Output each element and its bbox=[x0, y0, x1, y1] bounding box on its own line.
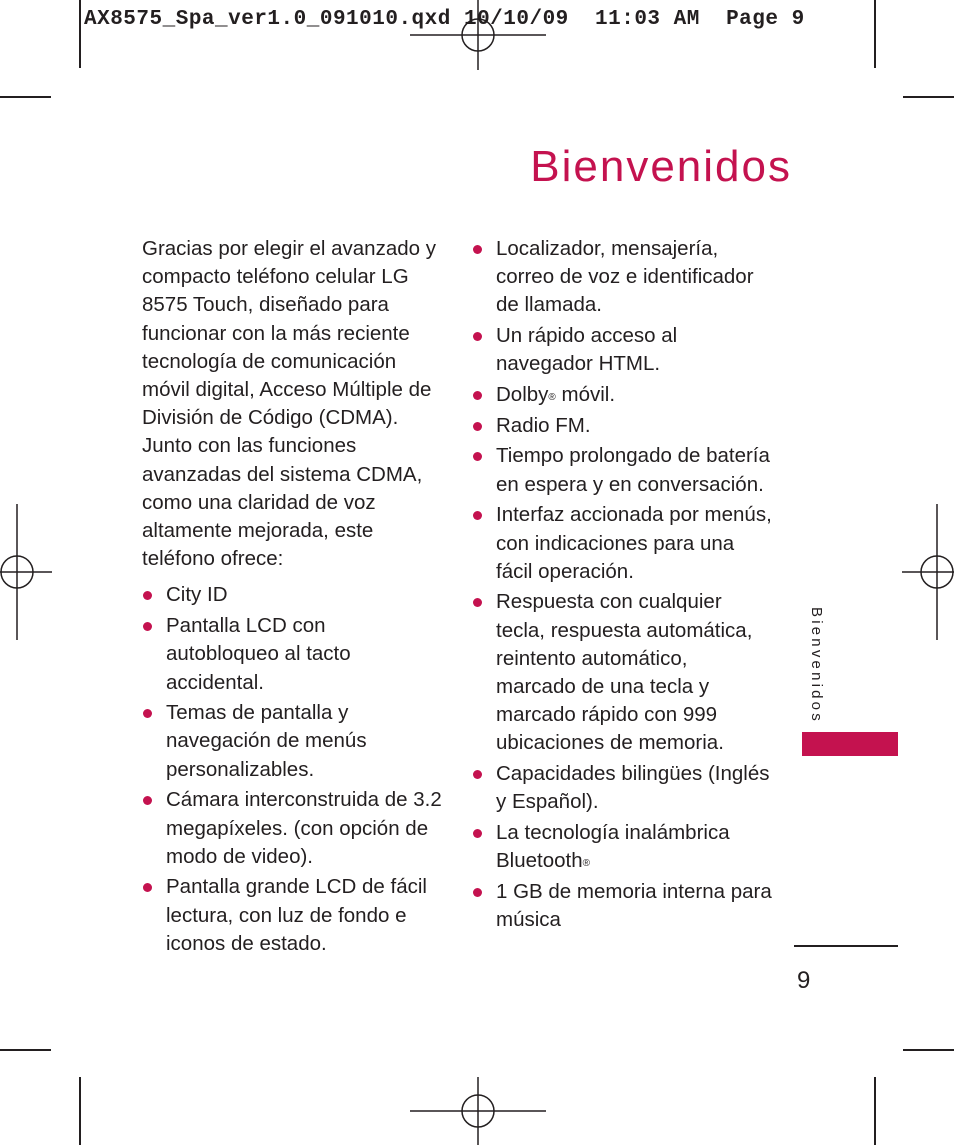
list-item-text: Radio FM. bbox=[496, 413, 591, 437]
list-item-text: Pantalla LCD con autobloqueo al tacto accidental. bbox=[166, 614, 351, 694]
crop-mark-top-right-v bbox=[874, 0, 876, 68]
list-item bbox=[472, 412, 772, 440]
bullet-icon bbox=[143, 709, 152, 718]
bullet-icon bbox=[143, 796, 152, 805]
list-item-text: Un rápido acceso al navegador HTML. bbox=[496, 324, 678, 376]
list-item bbox=[142, 786, 442, 871]
bullet-icon bbox=[473, 332, 482, 341]
bullet-icon bbox=[473, 452, 482, 461]
crop-mark-bottom-left-h bbox=[0, 1049, 51, 1051]
registered-mark: ® bbox=[548, 392, 556, 404]
list-item-text: City ID bbox=[166, 583, 228, 607]
dolby-name: Dolby bbox=[496, 383, 549, 407]
bullet-icon bbox=[473, 829, 482, 838]
list-item bbox=[472, 760, 772, 816]
list-item-text: Respuesta con cualquier tecla, respuesta automática, reintento automático, marcado de una tecla y marcado rápido con 999 ubicaciones de memoria. bbox=[496, 590, 753, 755]
registration-mark-top-icon bbox=[410, 0, 546, 70]
list-item bbox=[142, 612, 442, 697]
header-file-name: AX8575_Spa_ver1.0_091010.qxd bbox=[84, 8, 451, 31]
bullet-icon bbox=[473, 245, 482, 254]
right-column bbox=[472, 235, 772, 937]
registration-mark-right-icon bbox=[902, 504, 954, 640]
intro-paragraph: Gracias por elegir el avanzado y compacto teléfono celular LG 8575 Touch, diseñado para funcionar con la más reciente tecnología de comunicación móvil digital, Acceso Múltiple de División de Código (CDMA). Junto con las funciones avanzadas del sistema CDMA, como una claridad de voz altamente mejorada, este teléfono ofrece: bbox=[142, 237, 436, 571]
header-date: 10/10/09 bbox=[463, 8, 569, 31]
crop-mark-top-left-h bbox=[0, 96, 51, 98]
page-number: 9 bbox=[797, 967, 811, 994]
list-item-text: Capacidades bilingües (Inglés y Español). bbox=[496, 762, 770, 814]
side-tab-label: Bienvenidos bbox=[808, 607, 825, 724]
bullet-icon bbox=[473, 888, 482, 897]
bullet-icon bbox=[473, 511, 482, 520]
bullet-icon bbox=[143, 883, 152, 892]
list-item-text: Temas de pantalla y navegación de menús personalizables. bbox=[166, 701, 367, 781]
list-item-text: Localizador, mensajería, correo de voz e identificador de llamada. bbox=[496, 237, 754, 317]
registration-mark-left-icon bbox=[0, 504, 52, 640]
list-item-text: Pantalla grande LCD de fácil lectura, con luz de fondo e iconos de estado. bbox=[166, 875, 427, 955]
list-item bbox=[142, 873, 442, 958]
list-item bbox=[472, 381, 772, 409]
list-item bbox=[472, 878, 772, 934]
left-feature-list bbox=[142, 581, 442, 958]
bullet-icon bbox=[473, 770, 482, 779]
page-title: Bienvenidos bbox=[530, 142, 792, 191]
bullet-icon bbox=[143, 622, 152, 631]
header-time: 11:03 AM bbox=[595, 8, 700, 31]
registered-mark: ® bbox=[582, 858, 590, 870]
list-item bbox=[142, 581, 442, 609]
right-feature-list bbox=[472, 235, 772, 934]
list-item-text: Cámara interconstruida de 3.2 megapíxeles. (con opción de modo de video). bbox=[166, 788, 442, 868]
bullet-icon bbox=[473, 598, 482, 607]
bluetooth-text: La tecnología inalámbrica Bluetooth bbox=[496, 821, 730, 873]
bullet-icon bbox=[473, 422, 482, 431]
list-item-text: 1 GB de memoria interna para música bbox=[496, 879, 772, 932]
list-item-text: Interfaz accionada por menús, con indicaciones para una fácil operación. bbox=[496, 503, 772, 583]
bullet-icon bbox=[143, 591, 152, 600]
crop-mark-top-left-v bbox=[79, 0, 81, 68]
crop-mark-top-right-h bbox=[903, 96, 954, 98]
list-item bbox=[472, 501, 772, 586]
header-page-label: Page 9 bbox=[726, 8, 805, 31]
side-tab-bar bbox=[802, 732, 898, 756]
crop-mark-bottom-left-v bbox=[79, 1077, 81, 1145]
registration-mark-bottom-icon bbox=[410, 1077, 546, 1145]
list-item bbox=[472, 322, 772, 378]
left-column bbox=[142, 235, 442, 961]
list-item bbox=[142, 699, 442, 784]
bullet-icon bbox=[473, 391, 482, 400]
list-item bbox=[472, 235, 772, 320]
crop-mark-bottom-right-v bbox=[874, 1077, 876, 1145]
page-number-rule bbox=[794, 945, 898, 947]
list-item bbox=[472, 442, 772, 498]
list-item bbox=[472, 588, 772, 757]
crop-mark-bottom-right-h bbox=[903, 1049, 954, 1051]
dolby-rest: móvil. bbox=[555, 383, 616, 407]
list-item-text: Tiempo prolongado de batería en espera y en conversación. bbox=[496, 444, 770, 496]
list-item bbox=[472, 819, 772, 875]
